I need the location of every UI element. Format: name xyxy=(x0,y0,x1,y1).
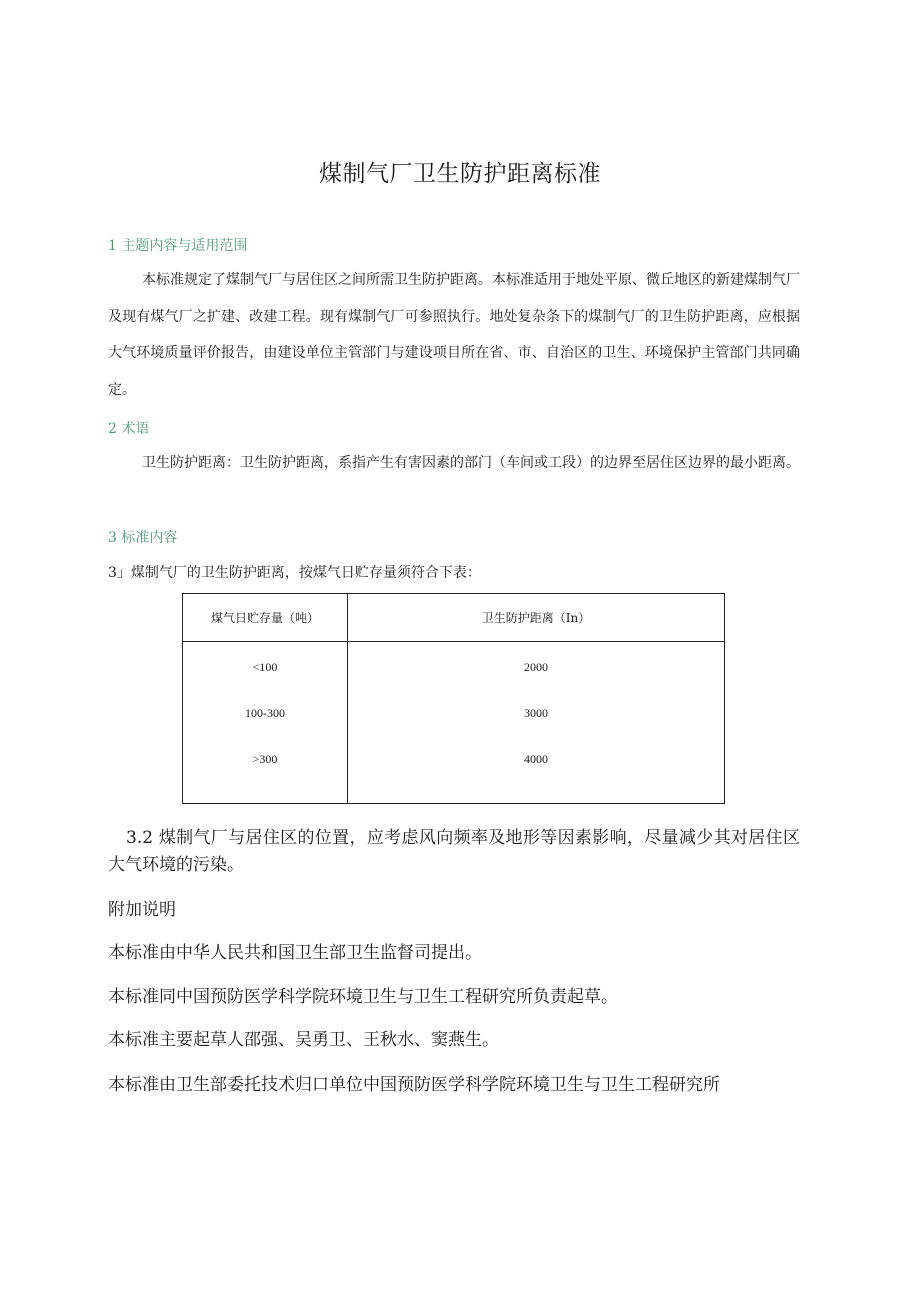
table-cell: <100 xyxy=(252,660,278,674)
table-body-row xyxy=(183,642,725,804)
header-distance: 卫生防护距离（In） xyxy=(348,594,725,642)
appendix-heading: 附加说明 xyxy=(108,900,176,920)
section-2-heading: 2 术语 xyxy=(108,421,150,437)
section-1-body: 本标准规定了煤制气厂与居住区之间所需卫生防护距离。本标准适用于地处平原、微丘地区的新建煤制气厂及现有煤气厂之扩建、改建工程。现有煤制气厂可参照执行。地处复杂条下的煤制气厂的卫生防护距离，应根据大气环境质量评价报告，由建设单位主管部门与建设项目所在省、市、自治区的卫生、环境保护主管部门共同确定。 xyxy=(108,272,800,398)
appendix-line-3: 本标准主要起草人邵强、吴勇卫、王秋水、窦燕生。 xyxy=(108,1030,499,1050)
clause-3-2-text: 3.2 煤制气厂与居住区的位置，应考虑风向频率及地形等因素影响，尽量减少其对居住区大气环境的污染。 xyxy=(108,828,800,875)
table-cell: 2000 xyxy=(524,660,548,674)
appendix-line-4: 本标准由卫生部委托技术归口单位中国预防医学科学院环境卫生与卫生工程研究所 xyxy=(108,1075,720,1095)
appendix-line-1: 本标准由中华人民共和国卫生部卫生监督司提出。 xyxy=(108,943,482,963)
storage-distance-table xyxy=(182,593,725,804)
table-cell: 3000 xyxy=(524,706,548,720)
table-header-row xyxy=(183,594,725,642)
section-1-heading: 1 主题内容与适用范围 xyxy=(108,238,248,254)
document-title: 煤制气厂卫生防护距离标准 xyxy=(319,161,601,187)
header-storage: 煤气日贮存量（吨） xyxy=(183,594,348,642)
table-cell: >300 xyxy=(252,752,278,766)
clause-3-1-text: 3」煤制气厂的卫生防护距离，按煤气日贮存量须符合下表： xyxy=(108,565,481,581)
table-cell: 4000 xyxy=(524,752,548,766)
distance-column xyxy=(348,642,725,804)
appendix-line-2: 本标准同中国预防医学科学院环境卫生与卫生工程研究所负责起草。 xyxy=(108,987,618,1007)
section-3-heading: 3 标准内容 xyxy=(108,530,178,546)
table-cell: 100-300 xyxy=(245,706,285,720)
section-2-body: 卫生防护距离：卫生防护距离，系指产生有害因素的部门（车间或工段）的边界至居住区边界的最小距离。 xyxy=(142,455,800,471)
storage-column xyxy=(183,642,348,804)
